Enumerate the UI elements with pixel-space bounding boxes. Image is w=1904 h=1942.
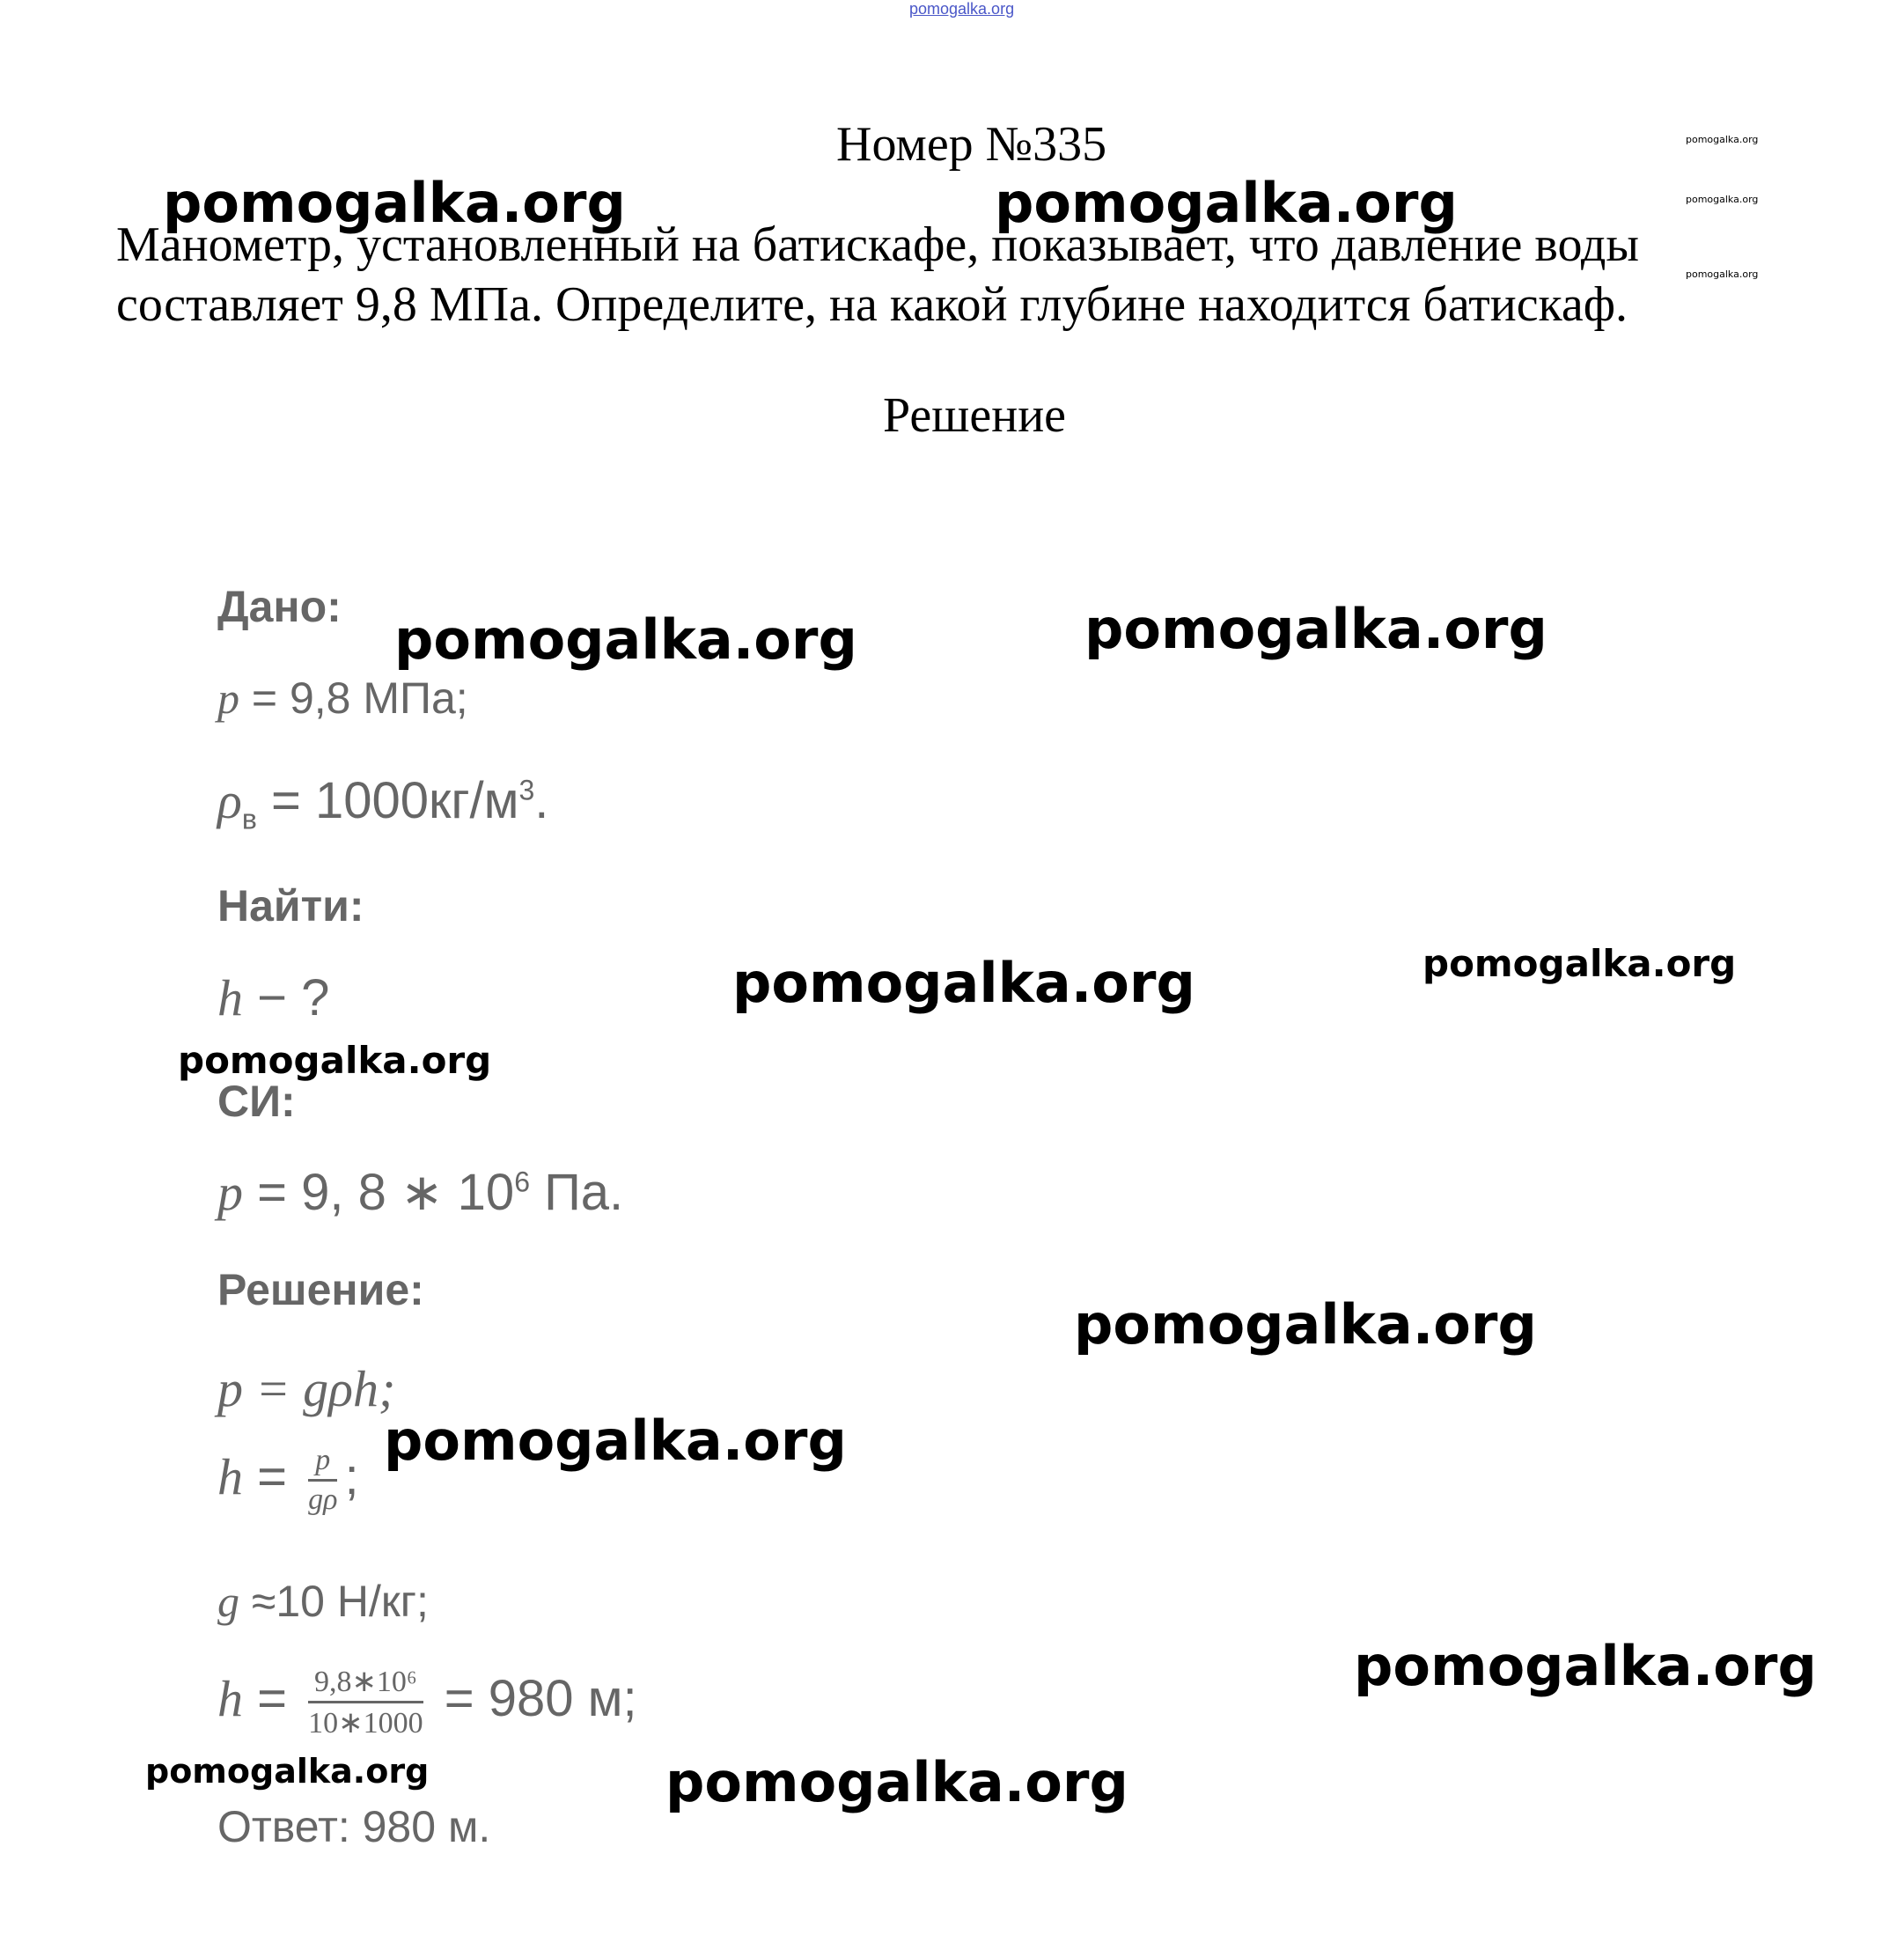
- gravity-value: [217, 1576, 429, 1627]
- formula-depth: [217, 1444, 359, 1517]
- si-var-p: p: [217, 1164, 243, 1221]
- watermark: pomogalka.org: [1084, 597, 1547, 661]
- f3-equals: =: [243, 1669, 302, 1727]
- f3-var-h: h: [217, 1669, 243, 1727]
- g-value: ≈10 Н/кг;: [239, 1577, 429, 1626]
- watermark: pomogalka.org: [145, 1752, 430, 1791]
- pressure-value: = 9,8 МПа;: [239, 673, 468, 723]
- given-pressure: [217, 673, 468, 724]
- watermark: pomogalka.org: [1422, 942, 1737, 985]
- answer: Ответ: 980 м.: [217, 1802, 491, 1851]
- f1-expression: = gρh;: [243, 1360, 396, 1417]
- solution-heading: Решение: [883, 388, 1067, 443]
- watermark: pomogalka.org: [1686, 268, 1759, 280]
- f2-denominator: gρ: [308, 1483, 338, 1516]
- si-exponent: 6: [514, 1166, 530, 1198]
- density-value: = 1000кг/м: [256, 772, 519, 829]
- var-g: g: [217, 1577, 239, 1626]
- var-rho: ρ: [217, 772, 242, 829]
- find-unknown: − ?: [243, 969, 330, 1026]
- top-watermark-link[interactable]: pomogalka.org: [909, 0, 1015, 18]
- watermark: pomogalka.org: [394, 607, 857, 672]
- var-p: p: [217, 673, 239, 723]
- density-end: .: [534, 772, 549, 829]
- f3-denominator: 10∗1000: [308, 1707, 423, 1740]
- si-pressure: [217, 1162, 623, 1222]
- watermark: pomogalka.org: [1686, 194, 1759, 205]
- formula-result: [217, 1664, 637, 1740]
- si-value: = 9, 8 ∗ 10: [243, 1164, 515, 1221]
- f3-fraction: [308, 1664, 423, 1740]
- var-h: h: [217, 969, 243, 1026]
- density-exponent: 3: [518, 774, 535, 806]
- f3-result: = 980 м;: [430, 1669, 637, 1727]
- si-unit: Па.: [529, 1164, 624, 1221]
- rho-subscript: в: [241, 803, 257, 835]
- f2-end: ;: [344, 1447, 359, 1505]
- watermark: pomogalka.org: [1074, 1292, 1537, 1357]
- watermark: pomogalka.org: [1686, 134, 1759, 145]
- f2-numerator: p: [308, 1444, 337, 1482]
- find-label: Найти:: [217, 881, 364, 931]
- watermark: pomogalka.org: [178, 1039, 492, 1082]
- watermark: pomogalka.org: [732, 951, 1195, 1015]
- solution-label: Решение:: [217, 1265, 424, 1314]
- f3-numerator: 9,8∗10⁶: [308, 1664, 423, 1703]
- f1-var-p: p: [217, 1360, 243, 1417]
- si-label: СИ:: [217, 1077, 296, 1126]
- watermark: pomogalka.org: [1354, 1634, 1817, 1698]
- problem-text: Манометр, установленный на батискафе, показывает, что давление воды составляет 9,8 МПа. Определите, на какой глубине находится батискаф.: [116, 217, 1639, 332]
- watermark: pomogalka.org: [665, 1750, 1128, 1814]
- find-depth: [217, 968, 329, 1027]
- watermark: pomogalka.org: [995, 171, 1458, 235]
- f2-var-h: h: [217, 1447, 243, 1505]
- given-label: Дано:: [217, 582, 342, 631]
- watermark: pomogalka.org: [163, 171, 626, 235]
- watermark: pomogalka.org: [384, 1409, 847, 1473]
- page-title: Номер №335: [836, 117, 1107, 172]
- given-density: [217, 771, 548, 836]
- formula-pressure: [217, 1359, 395, 1418]
- f2-fraction: [308, 1444, 337, 1517]
- f2-equals: =: [243, 1447, 302, 1505]
